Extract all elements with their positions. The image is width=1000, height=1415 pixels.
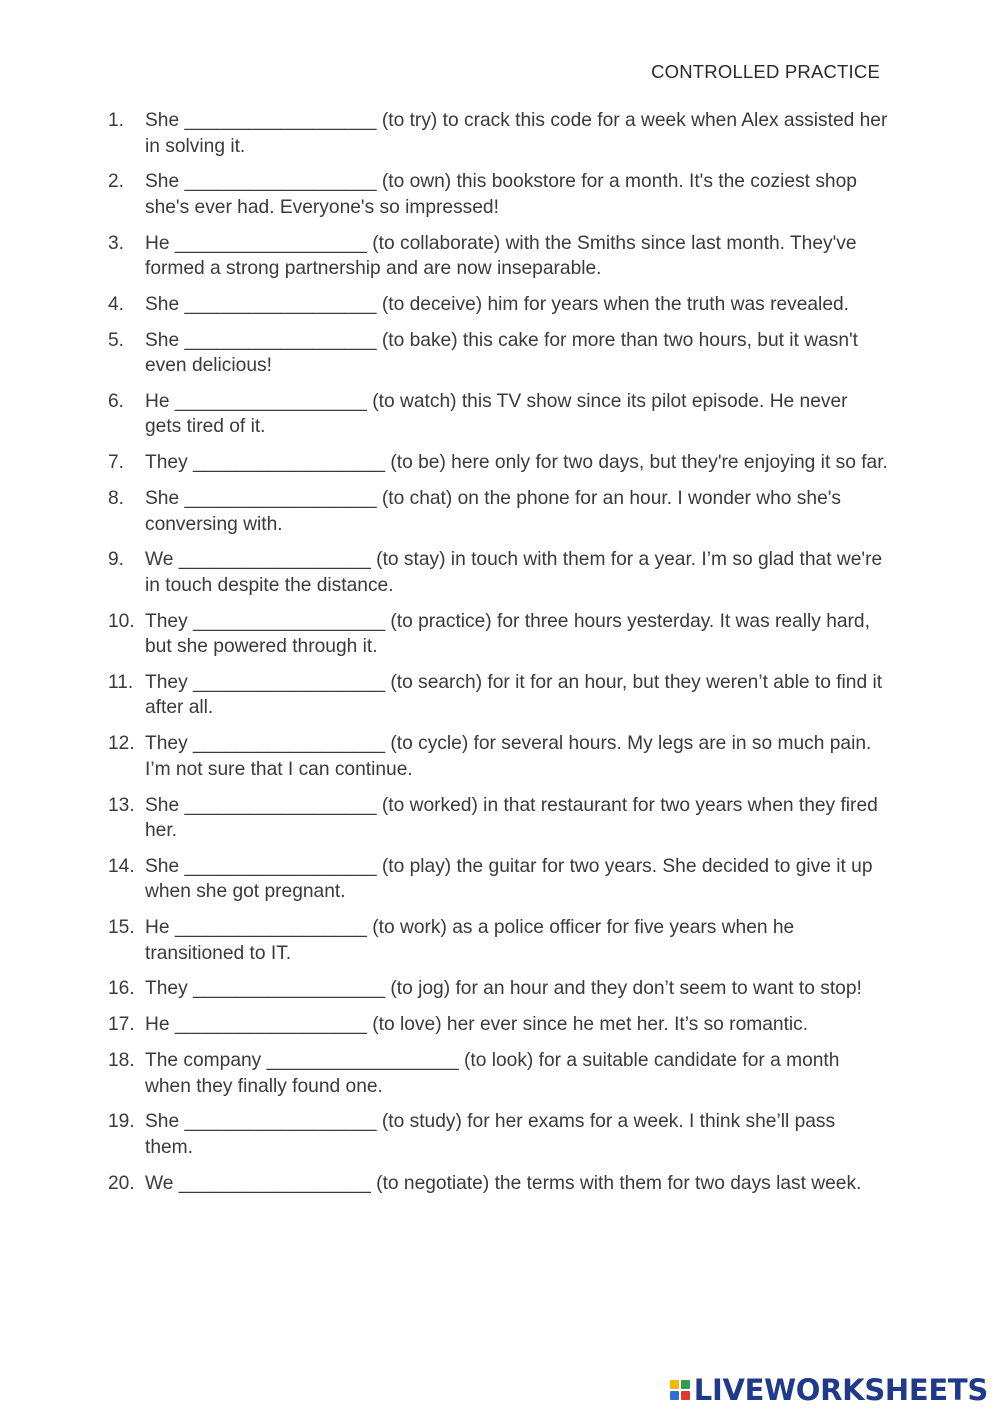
exercise-number: 1. — [108, 110, 125, 131]
exercise-number: 12. — [108, 733, 135, 755]
liveworksheets-logo-icon — [670, 1380, 690, 1400]
exercise-item — [108, 793, 888, 844]
exercise-number: 19. — [108, 1111, 135, 1133]
exercise-item — [108, 609, 888, 660]
exercise-item — [108, 547, 888, 598]
liveworksheets-logo-text: LIVEWORKSHEETS — [693, 1373, 988, 1407]
exercise-text: The company __________________ (to look) for a suitable candidate for a month when they finally found one. — [145, 1050, 840, 1097]
exercise-list — [108, 108, 888, 1206]
exercise-item — [108, 731, 888, 782]
exercise-item — [108, 854, 888, 905]
exercise-number: 6. — [108, 390, 125, 412]
exercise-text: She __________________ (to deceive) him for years when the truth was revealed. — [145, 293, 849, 315]
exercise-number: 4. — [108, 293, 125, 315]
exercise-text: We __________________ (to stay) in touch with them for a year. I’m so glad that we're in touch despite the distance. — [145, 549, 883, 596]
exercise-text: She __________________ (to study) for her exams for a week. I think she’ll pass them. — [145, 1111, 836, 1158]
logo-square-green — [681, 1380, 690, 1389]
exercise-text: He __________________ (to work) as a police officer for five years when he transitioned to IT. — [145, 917, 795, 964]
exercise-number: 8. — [108, 488, 125, 510]
exercise-item — [108, 1171, 888, 1197]
exercise-text: They __________________ (to jog) for an hour and they don’t seem to want to stop! — [145, 978, 862, 1000]
exercise-number: 9. — [108, 549, 125, 571]
exercise-text: He __________________ (to love) her ever since he met her. It’s so romantic. — [145, 1014, 809, 1036]
exercise-text: She __________________ (to bake) this cake for more than two hours, but it wasn't even delicious! — [145, 329, 858, 377]
exercise-item — [108, 169, 888, 220]
exercise-number: 14. — [108, 855, 135, 877]
exercise-item — [108, 292, 888, 318]
exercise-item — [108, 328, 888, 379]
logo-square-yellow — [670, 1380, 679, 1389]
liveworksheets-logo[interactable] — [670, 1373, 988, 1407]
page-title: CONTROLLED PRACTICE — [651, 61, 880, 82]
exercise-number: 3. — [108, 232, 125, 254]
logo-square-red — [681, 1391, 690, 1400]
exercise-number: 5. — [108, 329, 125, 351]
exercise-number: 11. — [108, 671, 134, 693]
exercise-text: They __________________ (to be) here only for two days, but they're enjoying it so far. — [145, 452, 888, 474]
exercise-number: 10. — [108, 610, 135, 632]
exercise-item — [108, 976, 888, 1002]
exercise-item — [108, 231, 888, 282]
exercise-item — [108, 1012, 888, 1038]
exercise-text: We __________________ (to negotiate) the terms with them for two days last week. — [145, 1172, 862, 1194]
exercise-text: They __________________ (to practice) for three hours yesterday. It was really hard, but she powered through it. — [145, 610, 870, 658]
exercise-number: 20. — [108, 1172, 135, 1194]
logo-square-blue — [670, 1391, 679, 1400]
exercise-number: 7. — [108, 452, 125, 474]
exercise-item — [108, 1109, 888, 1160]
exercise-text: He __________________ (to watch) this TV show since its pilot episode. He never gets tired of it. — [145, 390, 848, 438]
exercise-text: She __________________ (to play) the guitar for two years. She decided to give it up when she got pregnant. — [145, 855, 873, 903]
exercise-item — [108, 108, 888, 159]
exercise-item — [108, 486, 888, 537]
exercise-text: He __________________ (to collaborate) with the Smiths since last month. They've formed a strong partnership and are now inseparable. — [145, 232, 857, 280]
exercise-text: She __________________ (to own) this bookstore for a month. It's the coziest shop she's ever had. Everyone's so impressed! — [145, 171, 857, 218]
exercise-number: 18. — [108, 1050, 135, 1072]
exercise-item — [108, 670, 888, 721]
exercise-number: 15. — [108, 917, 135, 939]
exercise-number: 16. — [108, 978, 135, 1000]
exercise-item — [108, 450, 888, 476]
exercise-number: 2. — [108, 171, 125, 193]
exercise-item — [108, 389, 888, 440]
exercise-text: They __________________ (to cycle) for several hours. My legs are in so much pain. I’m not sure that I can continue. — [145, 733, 872, 780]
exercise-text: She __________________ (to try) to crack this code for a week when Alex assisted her in solving it. — [145, 110, 888, 157]
exercise-number: 17. — [108, 1014, 135, 1036]
exercise-text: She __________________ (to worked) in that restaurant for two years when they fired her. — [145, 794, 878, 842]
exercise-number: 13. — [108, 794, 135, 816]
exercise-item — [108, 1048, 888, 1099]
exercise-item — [108, 915, 888, 966]
exercise-text: They __________________ (to search) for it for an hour, but they weren’t able to find it after all. — [145, 671, 883, 719]
exercise-text: She __________________ (to chat) on the phone for an hour. I wonder who she's conversing with. — [145, 488, 842, 535]
